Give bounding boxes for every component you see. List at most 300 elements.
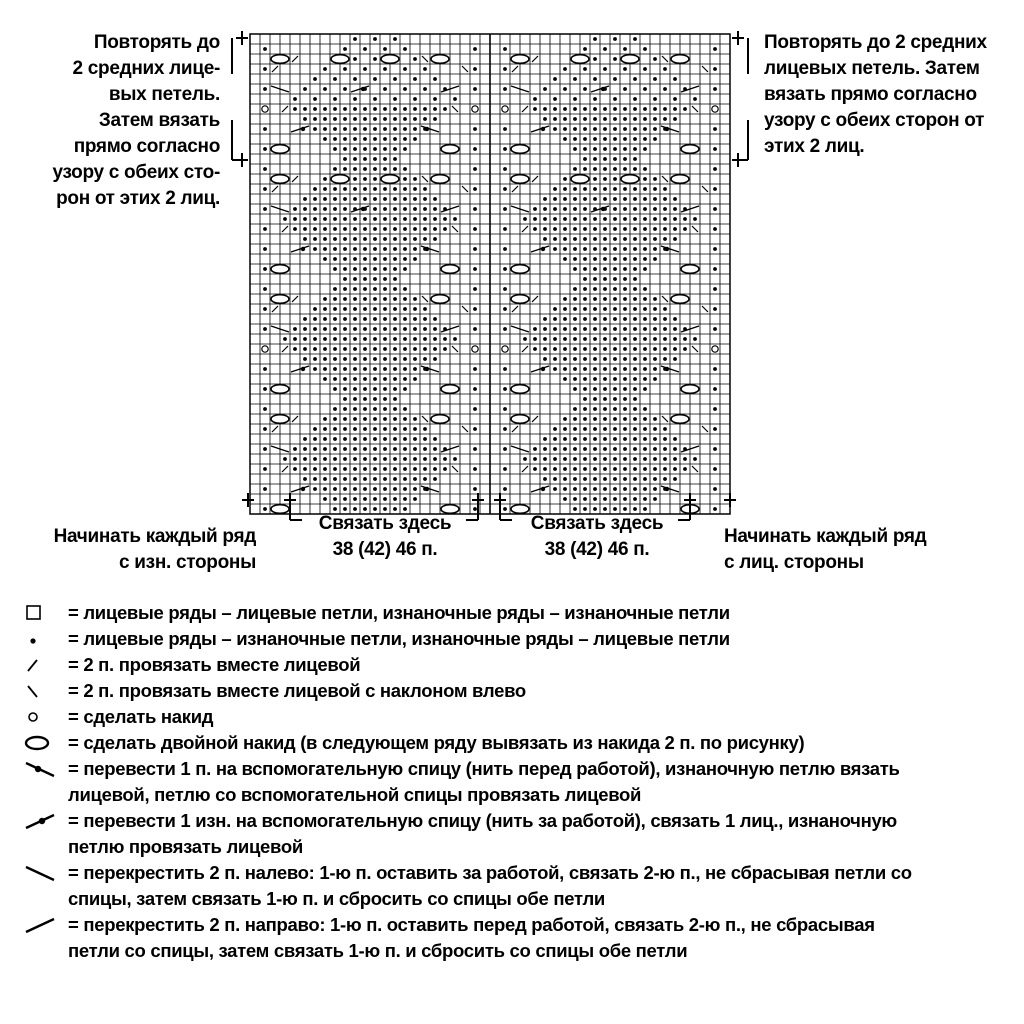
- purl-dot: [303, 457, 307, 461]
- purl-dot: [303, 197, 307, 201]
- purl-dot: [543, 327, 547, 331]
- purl-dot: [563, 137, 567, 141]
- legend-text: [68, 652, 1004, 678]
- purl-dot: [413, 417, 417, 421]
- purl-dot: [633, 117, 637, 121]
- purl-dot: [633, 297, 637, 301]
- purl-dot: [403, 87, 407, 91]
- purl-dot: [363, 387, 367, 391]
- purl-dot: [333, 167, 337, 171]
- purl-dot: [393, 197, 397, 201]
- purl-dot: [583, 277, 587, 281]
- purl-dot: [263, 427, 267, 431]
- purl-dot: [633, 497, 637, 501]
- purl-dot: [633, 207, 637, 211]
- purl-dot: [663, 437, 667, 441]
- purl-dot: [453, 457, 457, 461]
- purl-dot: [413, 457, 417, 461]
- purl-dot: [633, 357, 637, 361]
- purl-dot: [503, 487, 507, 491]
- purl-dot: [563, 307, 567, 311]
- purl-dot: [583, 467, 587, 471]
- purl-dot: [393, 387, 397, 391]
- purl-dot: [583, 257, 587, 261]
- purl-dot: [363, 137, 367, 141]
- double-yarn-over: [271, 505, 289, 514]
- purl-dot: [593, 37, 597, 41]
- double-yarn-over: [431, 55, 449, 64]
- purl-dot: [323, 357, 327, 361]
- purl-dot: [353, 397, 357, 401]
- purl-dot: [613, 297, 617, 301]
- purl-dot: [603, 487, 607, 491]
- purl-dot: [603, 307, 607, 311]
- purl-dot: [573, 357, 577, 361]
- purl-dot: [583, 267, 587, 271]
- purl-dot: [663, 67, 667, 71]
- purl-dot: [403, 367, 407, 371]
- purl-dot: [603, 497, 607, 501]
- purl-dot: [633, 327, 637, 331]
- purl-dot: [593, 367, 597, 371]
- purl-dot: [323, 257, 327, 261]
- legend-line: = сделать двойной накид (в следующем ряду вывязать из накида 2 п. по рисунку): [68, 732, 805, 753]
- purl-dot: [473, 487, 477, 491]
- purl-dot: [603, 357, 607, 361]
- purl-dot: [633, 227, 637, 231]
- purl-dot: [503, 407, 507, 411]
- purl-dot: [583, 247, 587, 251]
- purl-dot: [593, 247, 597, 251]
- purl-dot: [583, 317, 587, 321]
- note-line: 38 (42) 46 п.: [332, 539, 438, 560]
- purl-dot: [593, 357, 597, 361]
- purl-dot: [643, 207, 647, 211]
- purl-dot: [263, 507, 267, 511]
- purl-dot: [473, 67, 477, 71]
- purl-dot: [413, 447, 417, 451]
- purl-dot: [633, 237, 637, 241]
- purl-dot: [583, 327, 587, 331]
- purl-dot: [663, 207, 667, 211]
- purl-dot: [653, 327, 657, 331]
- purl-dot: [353, 287, 357, 291]
- purl-dot: [313, 487, 317, 491]
- purl-dot: [413, 77, 417, 81]
- purl-dot: [423, 107, 427, 111]
- purl-dot: [583, 387, 587, 391]
- purl-dot: [303, 237, 307, 241]
- purl-dot: [643, 47, 647, 51]
- purl-dot: [403, 237, 407, 241]
- purl-dot: [313, 317, 317, 321]
- purl-dot: [653, 347, 657, 351]
- purl-dot: [563, 197, 567, 201]
- purl-dot: [423, 307, 427, 311]
- purl-dot: [603, 317, 607, 321]
- purl-dot: [353, 357, 357, 361]
- purl-dot: [663, 357, 667, 361]
- purl-dot: [403, 307, 407, 311]
- purl-dot: [543, 237, 547, 241]
- purl-dot: [633, 197, 637, 201]
- purl-dot: [313, 77, 317, 81]
- purl-dot: [603, 387, 607, 391]
- purl-dot: [553, 237, 557, 241]
- purl-dot: [343, 297, 347, 301]
- purl-dot: [343, 197, 347, 201]
- purl-dot: [663, 107, 667, 111]
- purl-dot: [603, 217, 607, 221]
- purl-dot: [583, 127, 587, 131]
- purl-dot: [333, 197, 337, 201]
- purl-dot: [473, 387, 477, 391]
- purl-dot: [373, 337, 377, 341]
- purl-dot: [353, 377, 357, 381]
- purl-dot: [263, 467, 267, 471]
- purl-dot: [573, 127, 577, 131]
- purl-dot: [633, 467, 637, 471]
- purl-dot: [643, 457, 647, 461]
- double-yarn-over: [381, 55, 399, 64]
- purl-dot: [643, 177, 647, 181]
- double-yarn-over: [671, 55, 689, 64]
- purl-dot: [443, 227, 447, 231]
- purl-dot: [353, 437, 357, 441]
- purl-dot: [563, 437, 567, 441]
- purl-dot: [263, 187, 267, 191]
- purl-dot: [653, 137, 657, 141]
- purl-dot: [593, 257, 597, 261]
- purl-dot: [573, 287, 577, 291]
- purl-dot: [333, 287, 337, 291]
- purl-dot: [363, 157, 367, 161]
- purl-dot: [323, 337, 327, 341]
- purl-dot: [713, 187, 717, 191]
- purl-dot: [593, 57, 597, 61]
- purl-dot: [373, 397, 377, 401]
- purl-dot: [353, 347, 357, 351]
- purl-dot: [363, 407, 367, 411]
- purl-dot: [603, 297, 607, 301]
- purl-dot: [383, 267, 387, 271]
- purl-dot: [613, 407, 617, 411]
- purl-dot: [263, 67, 267, 71]
- purl-dot: [353, 77, 357, 81]
- purl-dot: [373, 327, 377, 331]
- purl-dot: [613, 127, 617, 131]
- purl-dot: [363, 377, 367, 381]
- purl-dot: [433, 347, 437, 351]
- purl-dot: [593, 137, 597, 141]
- purl-dot: [713, 207, 717, 211]
- purl-dot: [563, 497, 567, 501]
- purl-dot: [343, 497, 347, 501]
- purl-dot: [603, 477, 607, 481]
- purl-dot: [553, 447, 557, 451]
- purl-dot: [643, 417, 647, 421]
- purl-dot: [423, 87, 427, 91]
- purl-dot: [643, 307, 647, 311]
- purl-dot: [383, 397, 387, 401]
- purl-dot: [603, 377, 607, 381]
- purl-dot: [683, 467, 687, 471]
- purl-dot: [283, 337, 287, 341]
- cross-dot: [301, 247, 305, 251]
- purl-dot: [343, 207, 347, 211]
- purl-dot: [643, 297, 647, 301]
- purl-dot: [713, 467, 717, 471]
- purl-dot: [673, 467, 677, 471]
- purl-dot: [303, 207, 307, 211]
- yarn-over-icon: [24, 706, 60, 728]
- purl-dot: [353, 477, 357, 481]
- purl-dot: [353, 217, 357, 221]
- purl-dot: [263, 307, 267, 311]
- purl-dot: [323, 197, 327, 201]
- purl-dot: [263, 47, 267, 51]
- purl-dot: [683, 457, 687, 461]
- legend-item: [24, 600, 1004, 626]
- purl-dot: [263, 487, 267, 491]
- purl-dot: [603, 227, 607, 231]
- purl-dot: [653, 217, 657, 221]
- purl-dot: [663, 457, 667, 461]
- purl-dot: [593, 347, 597, 351]
- purl-dot: [533, 467, 537, 471]
- purl-dot: [423, 197, 427, 201]
- purl-dot: [713, 407, 717, 411]
- purl-dot: [333, 367, 337, 371]
- cross-dot: [301, 367, 305, 371]
- purl-dot: [653, 477, 657, 481]
- purl-dot: [533, 447, 537, 451]
- double-yarn-over-icon: [24, 732, 60, 754]
- note-line: вых петель.: [108, 84, 220, 105]
- double-yarn-over: [271, 175, 289, 184]
- purl-dot: [363, 457, 367, 461]
- purl-dot: [363, 187, 367, 191]
- purl-dot: [543, 447, 547, 451]
- purl-dot: [323, 247, 327, 251]
- purl-dot: [593, 477, 597, 481]
- purl-dot: [673, 97, 677, 101]
- purl-dot: [343, 307, 347, 311]
- purl-dot: [623, 287, 627, 291]
- purl-dot: [643, 497, 647, 501]
- legend-line: = лицевые ряды – изнаночные петли, изнаночные ряды – лицевые петли: [68, 628, 730, 649]
- purl-dot: [333, 137, 337, 141]
- purl-dot: [393, 37, 397, 41]
- double-yarn-over: [621, 175, 639, 184]
- purl-dot: [603, 347, 607, 351]
- purl-dot: [393, 227, 397, 231]
- purl-dot: [653, 447, 657, 451]
- purl-dot: [413, 297, 417, 301]
- chart-legend: [24, 600, 1004, 964]
- purl-dot: [603, 437, 607, 441]
- purl-dot: [443, 107, 447, 111]
- purl-dot: [383, 447, 387, 451]
- purl-dot: [593, 447, 597, 451]
- purl-dot: [633, 387, 637, 391]
- purl-dot: [623, 217, 627, 221]
- purl-dot: [543, 337, 547, 341]
- purl-dot: [453, 337, 457, 341]
- purl-dot: [563, 457, 567, 461]
- purl-dot: [353, 187, 357, 191]
- purl-dot: [553, 327, 557, 331]
- purl-dot: [403, 257, 407, 261]
- purl-dot: [323, 447, 327, 451]
- purl-dot: [653, 377, 657, 381]
- purl-dot: [313, 467, 317, 471]
- ssk-icon: [24, 680, 60, 702]
- purl-dot: [403, 427, 407, 431]
- purl-dot: [443, 217, 447, 221]
- purl-dot: [353, 467, 357, 471]
- purl-dot: [613, 487, 617, 491]
- yarn-over: [472, 106, 478, 112]
- purl-dot: [343, 357, 347, 361]
- double-yarn-over: [511, 415, 529, 424]
- purl-dot: [573, 487, 577, 491]
- purl-dot: [593, 387, 597, 391]
- purl-dot: [593, 167, 597, 171]
- purl-dot: [573, 317, 577, 321]
- purl-dot: [433, 327, 437, 331]
- purl-dot: [643, 447, 647, 451]
- purl-dot: [563, 317, 567, 321]
- purl-dot: [263, 407, 267, 411]
- purl-dot: [403, 377, 407, 381]
- purl-dot: [573, 327, 577, 331]
- purl-dot: [553, 107, 557, 111]
- purl-dot: [413, 487, 417, 491]
- purl-dot: [623, 197, 627, 201]
- purl-dot: [433, 337, 437, 341]
- purl-dot: [393, 207, 397, 211]
- purl-dot: [323, 327, 327, 331]
- purl-dot: [333, 487, 337, 491]
- purl-dot: [553, 317, 557, 321]
- purl-dot: [613, 77, 617, 81]
- purl-dot: [713, 167, 717, 171]
- purl-dot: [663, 477, 667, 481]
- purl-dot: [423, 427, 427, 431]
- purl-dot: [623, 347, 627, 351]
- purl-dot: [603, 407, 607, 411]
- purl-dot: [403, 407, 407, 411]
- purl-dot: [683, 107, 687, 111]
- purl-dot: [363, 427, 367, 431]
- purl-dot: [563, 217, 567, 221]
- purl-dot: [313, 347, 317, 351]
- purl-dot: [583, 137, 587, 141]
- purl-dot: [633, 187, 637, 191]
- purl-dot: [373, 207, 377, 211]
- purl-dot: [343, 157, 347, 161]
- purl-dot: [503, 447, 507, 451]
- purl-dot: [343, 407, 347, 411]
- purl-dot: [613, 497, 617, 501]
- purl-dot: [613, 237, 617, 241]
- purl-dot: [343, 477, 347, 481]
- cross-dot: [425, 487, 429, 491]
- cross-left-icon: [24, 862, 60, 884]
- purl-dot: [613, 107, 617, 111]
- purl-dot: [403, 487, 407, 491]
- purl-dot: [403, 287, 407, 291]
- purl-dot: [263, 327, 267, 331]
- purl-dot: [713, 507, 717, 511]
- purl-dot: [573, 337, 577, 341]
- purl-dot: [363, 117, 367, 121]
- purl-dot: [403, 117, 407, 121]
- purl-dot: [613, 197, 617, 201]
- purl-dot: [633, 267, 637, 271]
- purl-dot: [683, 347, 687, 351]
- purl-dot: [533, 457, 537, 461]
- purl-dot: [533, 97, 537, 101]
- purl-dot: [373, 467, 377, 471]
- purl-dot: [573, 227, 577, 231]
- purl-dot: [353, 297, 357, 301]
- purl-dot: [573, 377, 577, 381]
- purl-dot: [333, 237, 337, 241]
- purl-dot: [593, 107, 597, 111]
- purl-dot: [653, 357, 657, 361]
- purl-dot: [713, 47, 717, 51]
- purl-dot: [443, 457, 447, 461]
- purl-dot: [403, 447, 407, 451]
- purl-dot: [633, 167, 637, 171]
- purl-dot: [653, 127, 657, 131]
- purl-dot: [543, 87, 547, 91]
- double-yarn-over: [511, 265, 529, 274]
- purl-dot: [503, 87, 507, 91]
- purl-dot: [563, 477, 567, 481]
- purl-dot: [323, 187, 327, 191]
- purl-dot: [593, 377, 597, 381]
- purl-dot: [563, 87, 567, 91]
- purl-dot: [373, 167, 377, 171]
- purl-dot: [623, 317, 627, 321]
- purl-dot: [333, 467, 337, 471]
- purl-dot: [593, 287, 597, 291]
- purl-dot: [623, 267, 627, 271]
- purl-dot: [623, 487, 627, 491]
- purl-dot: [333, 337, 337, 341]
- purl-dot: [383, 487, 387, 491]
- purl-dot: [633, 407, 637, 411]
- purl-dot: [503, 47, 507, 51]
- purl-dot: [373, 497, 377, 501]
- purl-dot: [323, 427, 327, 431]
- purl-dot: [543, 347, 547, 351]
- purl-dot: [583, 157, 587, 161]
- purl-dot: [413, 347, 417, 351]
- purl-dot: [423, 237, 427, 241]
- purl-dot: [623, 247, 627, 251]
- purl-dot: [573, 417, 577, 421]
- legend-line: петлю провязать лицевой: [68, 836, 303, 857]
- purl-dot: [403, 297, 407, 301]
- purl-dot: [653, 197, 657, 201]
- purl-dot: [593, 77, 597, 81]
- purl-dot: [563, 357, 567, 361]
- purl-dot: [313, 217, 317, 221]
